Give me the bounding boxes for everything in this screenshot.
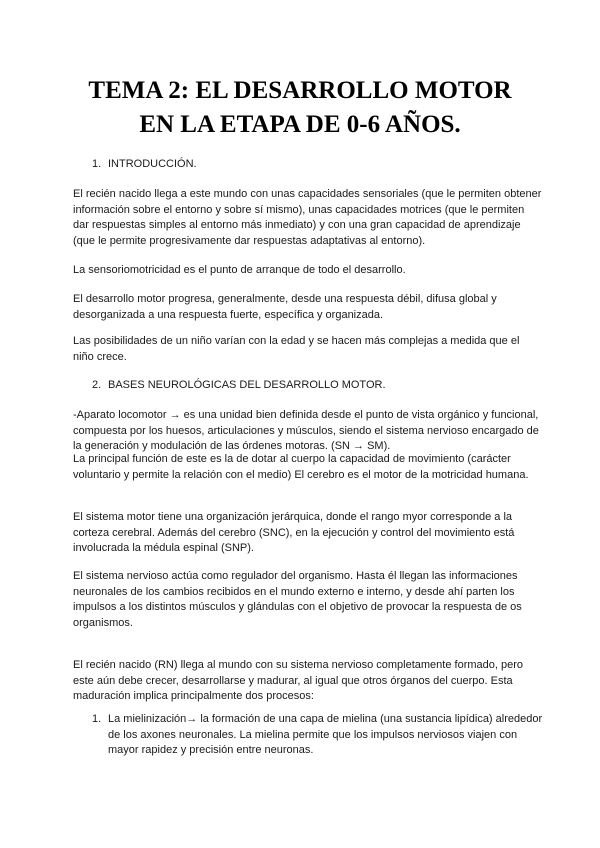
section-number: 1. — [92, 158, 102, 170]
paragraph-posibilidades: Las posibilidades de un niño varían con la edad y se hacen más complejas a medida que el niño crece. — [73, 335, 520, 363]
paragraph-funcion-principal: La principal función de este es la de dotar al cuerpo la capacidad de movimiento (carácter voluntario y permite la relación con el medio) El cerebro es el motor de la motricidad humana. — [73, 453, 529, 481]
document-title — [40, 74, 560, 142]
paragraph-intro-capacidades: El recién nacido llega a este mundo con unas capacidades sensoriales (que le permiten obtener información sobre el entorno y sobre sí mismo), unas capacidades motrices (que le permiten dar respuestas simples al entorno más inmediato) y con una gran capacidad de aprendizaje (que le permite progresivamente dar respuestas adaptativas al entorno). — [73, 188, 542, 247]
section-title: INTRODUCCIÓN. — [108, 158, 197, 170]
list-item-text: La mielinización→ la formación de una capa de mielina (una sustancia lipídica) alrededor de los axones neuronales. La mielina permite que los impulsos nerviosos viajen con mayor rapidez y precisión entre neuronas. — [108, 713, 543, 757]
paragraph-recien-nacido: El recién nacido (RN) llega al mundo con su sistema nervioso completamente formado, pero este aún debe crecer, desarrollarse y madurar, al igual que otros órganos del cuerpo. Esta maduración implica principalmente dos procesos: — [73, 659, 523, 703]
title-line-1: TEMA 2: EL DESARROLLO MOTOR — [88, 77, 512, 104]
paragraph-sensoriomotricidad: La sensoriomotricidad es el punto de arranque de todo el desarrollo. — [73, 264, 406, 276]
paragraph-sistema-nervioso: El sistema nervioso actúa como regulador del organismo. Hasta él llegan las informaciones neuronales de los cambios recibidos en el mundo externo e interno, y desde ahí parten los impulsos a los distintos músculos y glándulas con el objetivo de provocar la respuesta de os organismos. — [73, 570, 522, 629]
title-line-2: EN LA ETAPA DE 0-6 AÑOS. — [139, 111, 461, 138]
list-item-mielinizacion — [92, 712, 547, 759]
section-title: BASES NEUROLÓGICAS DEL DESARROLLO MOTOR. — [108, 379, 386, 391]
paragraph-sistema-motor: El sistema motor tiene una organización jerárquica, donde el rango myor corresponde a la corteza cerebral. Además del cerebro (SNC), en la ejecución y control del movimiento está involucrada la médula espinal (SNP). — [73, 511, 515, 555]
paragraph-aparato-locomotor: -Aparato locomotor → es una unidad bien definida desde el punto de vista orgánico y funcional, compuesta por los huesos, articulaciones y músculos, siendo el sistema nervioso encargado de la generación y modulación de las órdenes motoras. (SN → SM). — [73, 409, 539, 453]
list-item-number: 1. — [92, 713, 102, 725]
section-heading-introduccion — [92, 157, 197, 173]
paragraph-desarrollo-motor: El desarrollo motor progresa, generalmente, desde una respuesta débil, difusa global y desorganizada a una respuesta fuerte, específica y organizada. — [73, 293, 497, 321]
section-heading-bases-neurologicas — [92, 378, 386, 394]
section-number: 2. — [92, 379, 102, 391]
